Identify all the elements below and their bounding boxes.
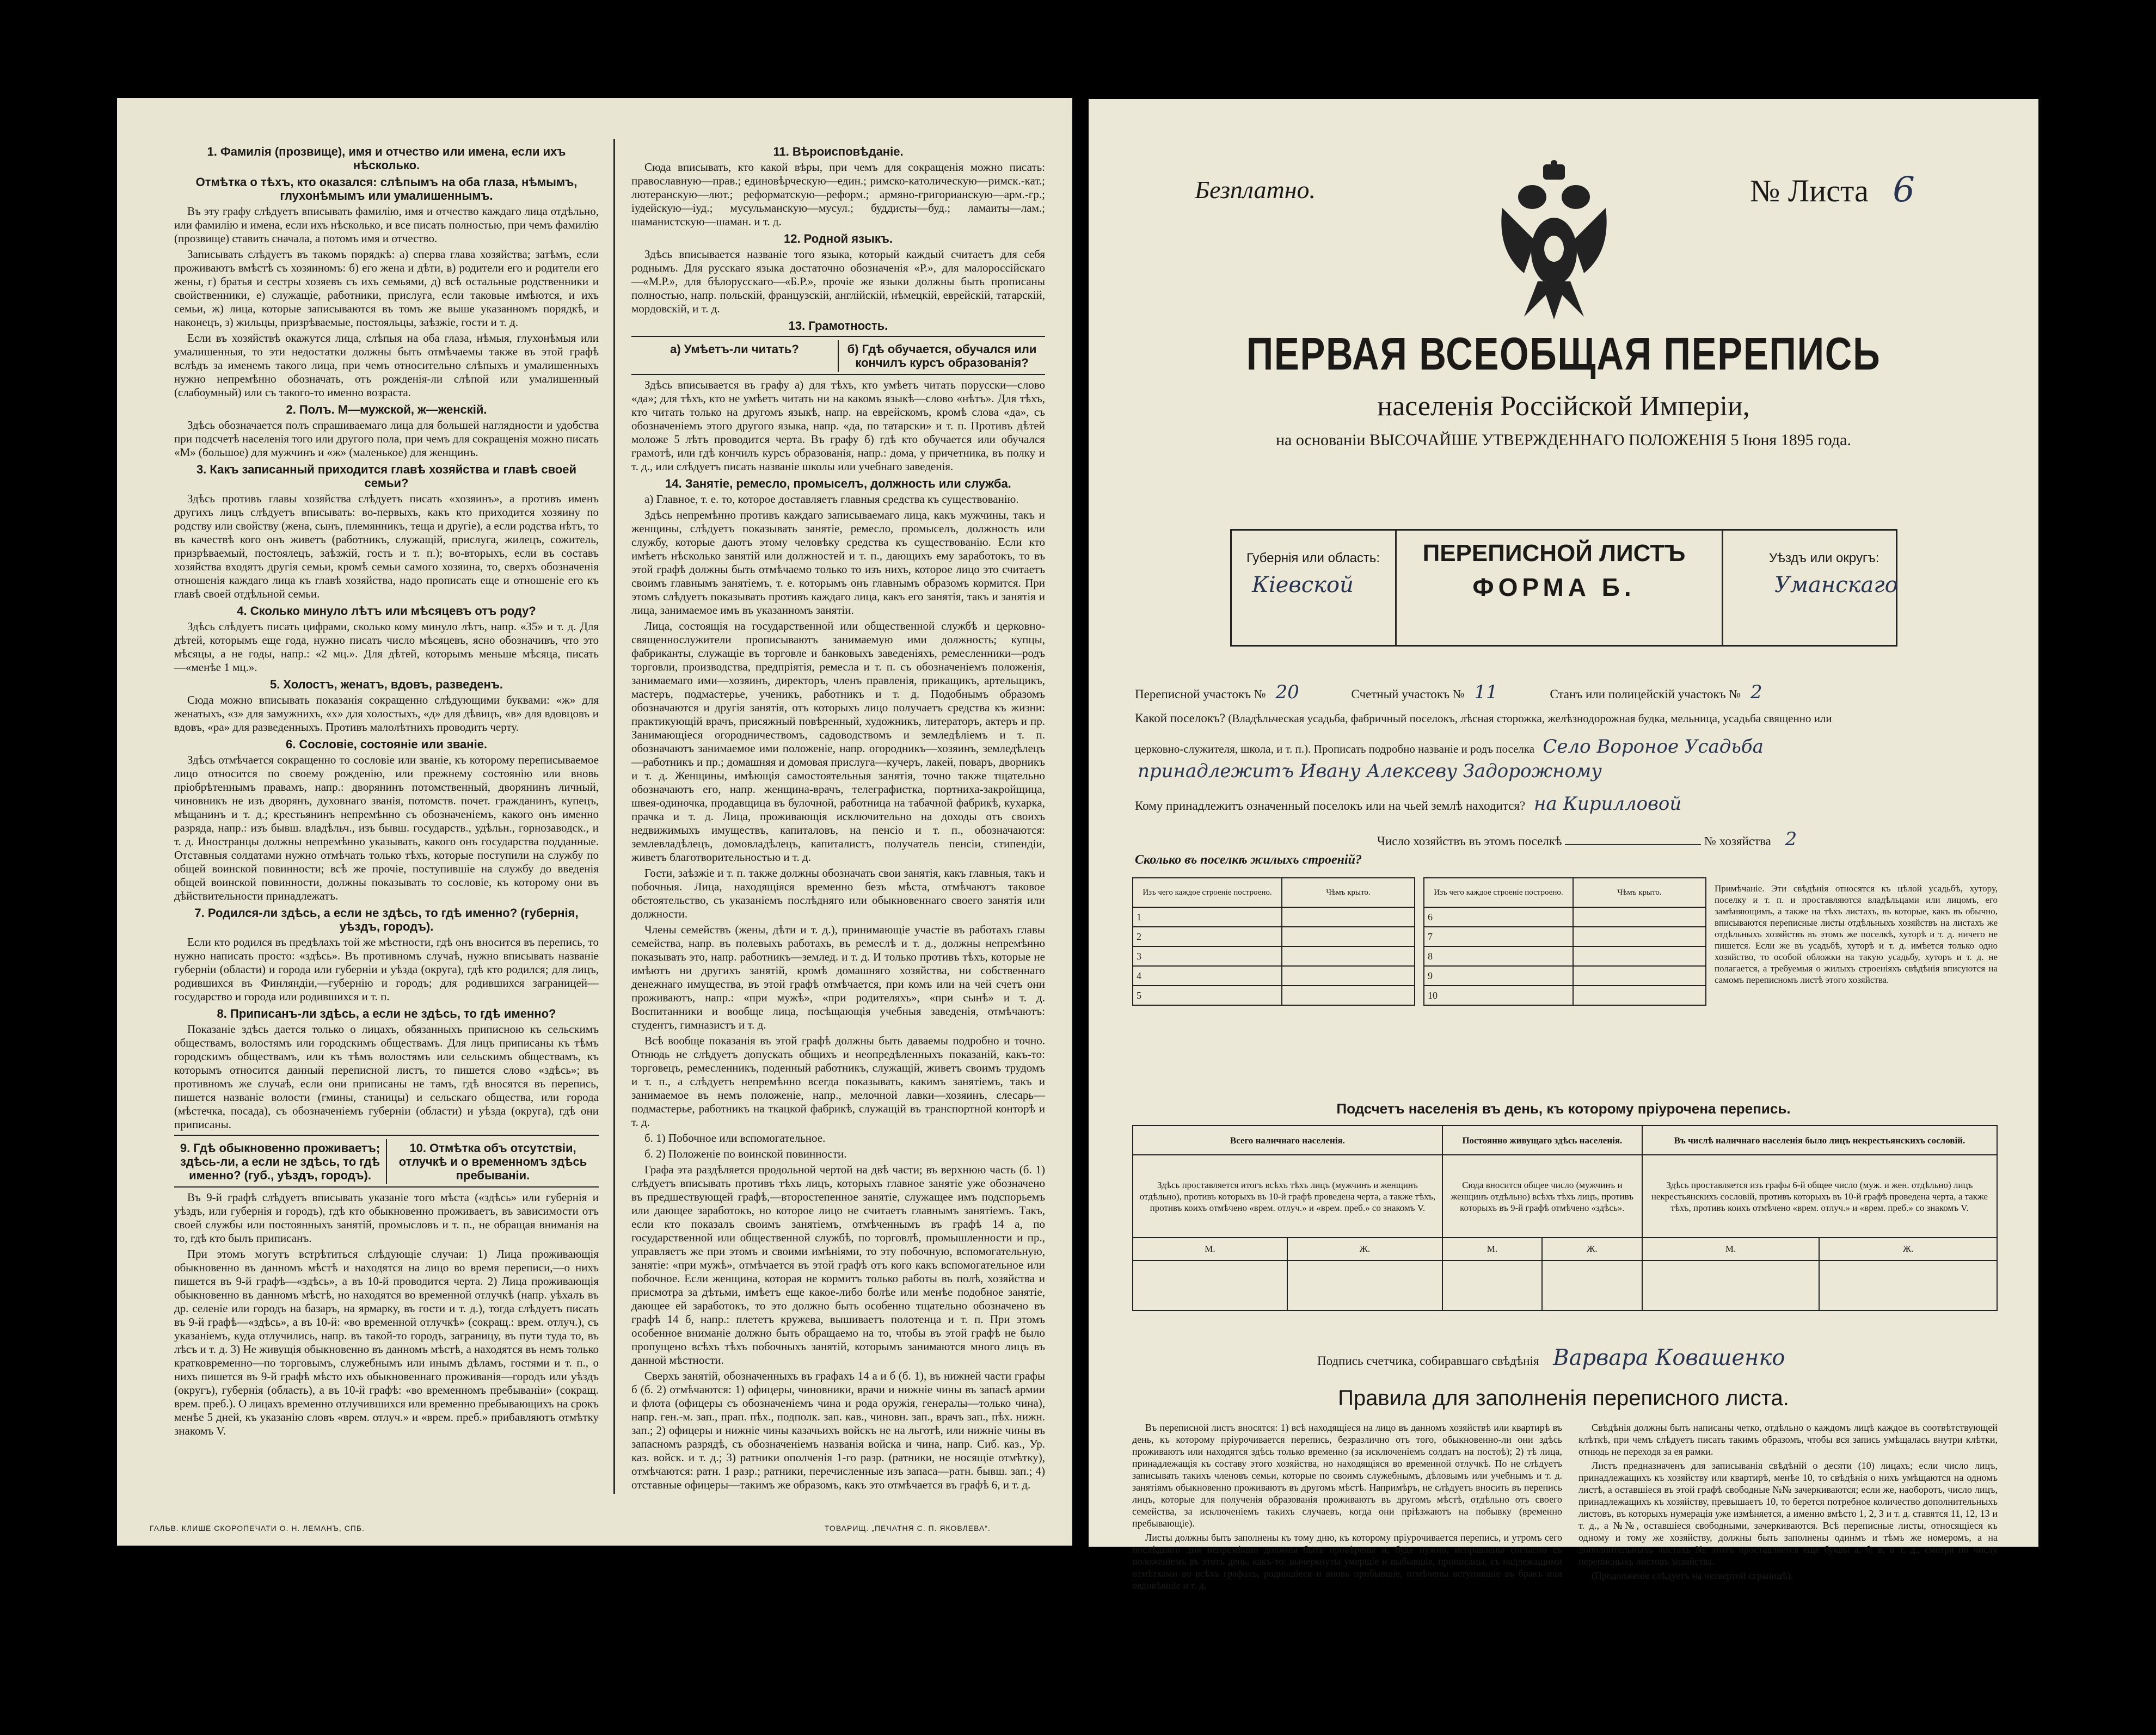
owner-label: Кому принадлежитъ означенный поселокъ или на чьей землѣ находится?	[1135, 799, 1526, 813]
owner-value: на Кирилловой	[1534, 793, 1682, 815]
census-basis: на основаніи ВЫСОЧАЙШЕ УТВЕРЖДЕННАГО ПОЛОЖЕНІЯ 5 Іюня 1895 года.	[1276, 431, 1851, 449]
imperial-eagle-emblem	[1491, 159, 1617, 322]
section-heading: 13. Грамотность.	[788, 319, 888, 333]
bt-header-material: Изъ чего каждое строеніе построено.	[1424, 878, 1573, 907]
ct-female: Ж.	[1542, 1238, 1642, 1260]
printer-credit-left: ГАЛЬВ. КЛИШЕ СКОРОПЕЧАТИ О. Н. ЛЕМАНЪ, СПБ.	[150, 1524, 365, 1533]
signature-value: Варвара Ковашенко	[1553, 1345, 1785, 1370]
buildings-note: Примѣчаніе. Эти свѣдѣнія относятся къ цѣлой усадьбѣ, хутору, поселку и т. п. и проставляются владѣльцами или лицомъ, его замѣняющимъ, а также на тѣхъ листахъ, въ которые, какъ въ обычно, вписываются переписные листы отдѣльныхъ хозяйствъ на листахъ же отдѣльныхъ хозяйствъ въ этомъ же поселкѣ, хуторѣ и т. д. ничего не пишется. Если же въ усадьбѣ, хуторѣ и т. д. имѣется только одно хозяйство, то особой обложки на такую усадьбу, хуторъ и т. д. не полагается, а требуемыя о жилыхъ строеніяхъ свѣдѣнія вписуются на самомъ переписномъ листѣ этого хозяйства.	[1715, 883, 1998, 985]
rules-paragraph: (Продолженіе слѣдуетъ на четвертой страницѣ).	[1592, 1570, 1793, 1581]
settlement-value-2: принадлежитъ Ивану Алексеву Задорожному	[1138, 760, 1602, 782]
census-section-label: Переписной участокъ №	[1135, 687, 1266, 701]
instruction-paragraph: Графа эта раздѣляется продольной чертой на двѣ части; въ верхнюю часть (б. 1) слѣдуетъ вписывать противъ тѣхъ лицъ, которыхъ главное занятіе уже обозначено въ предшествующей графѣ,—второстепенное занятіе, служащее имъ подспорьемъ или дающее заработокъ, но которое лицо не считаетъ главнымъ занятіемъ. Такъ, если кто показалъ своимъ занятіемъ, отмѣченнымъ въ графѣ 14 а, по государственной или общественной службѣ, по торговлѣ, промышленности и пр., управляетъ же при этомъ и своими имѣніями, то эту побочную, вспомогательную, занятіе: «при мужѣ», отмѣчается въ этой графѣ отъ кого какъ вспомогательное или побочное. Если женщина, которая не кормитъ только работы въ полѣ, хозяйства и присмотра за дѣтьми, имѣетъ еще какое-либо болѣе или менѣе подобное занятіе, дающее ей заработокъ, то это должно быть особенно тщательно обозначено въ графѣ 14 б, напр.: плететъ кружева, вышиваетъ полотенца и т. п. При этомъ особенное вниманіе должно быть обращаемо на то, чтобы въ этой графѣ не было пропущено всѣхъ тѣхъ побочныхъ занятій, которымъ занимаются много лицъ въ данной мѣстности.	[631, 1163, 1045, 1367]
section-heading: 2. Полъ. М—мужской, ж—женскій.	[286, 403, 487, 416]
count-section-label: Счетный участокъ №	[1351, 687, 1465, 701]
right-page	[1089, 99, 2038, 1591]
settlement-value: Село Вороное Усадьба	[1543, 736, 1764, 758]
split-heading	[174, 1135, 599, 1188]
households-row	[1377, 828, 2003, 850]
section-heading: 5. Холостъ, женатъ, вдовъ, разведенъ.	[269, 678, 503, 691]
buildings-table-right	[1423, 877, 1706, 1006]
bt-header-roof: Чѣмъ крыто.	[1573, 878, 1706, 907]
instruction-paragraph: Члены семействъ (жены, дѣти и т. д.), принимающіе участіе въ работахъ главы семейства, напр. въ полевыхъ работахъ, въ ремеслѣ и т. д., должны непремѣнно показывать это, напр. работникъ—землед. и т. д. И только противъ тѣхъ, которые не имѣютъ ни другихъ занятій, кромѣ домашняго хозяйства, ни собственнаго денежнаго имущества, въ этой графѣ отмѣчается, при комъ или на чей счетъ они проживаютъ, напр.: «при мужѣ», «при родителяхъ», «при сынѣ» и т. д. Воспитанники и вообще лица, посѣщающія учебныя заведенія, отмѣчаютъ: студентъ, гимназистъ и т. д.	[631, 923, 1045, 1031]
household-no-label: № хозяйства	[1704, 834, 1771, 848]
police-section-label: Станъ или полицейскій участокъ №	[1550, 687, 1741, 701]
rules-right-column	[1578, 1422, 1998, 1584]
rules-paragraph: Листы должны быть заполнены къ тому дню, къ которому пріурочивается перепись, и утромъ сего послѣдняго дня непремѣнно должны быть провѣрены и, буде нужно, исправлены согласно съ положеніемъ въ этотъ день, какъ-то: вычеркнуты умершіе и выбывшіе, приписаны, съ надлежащими отмѣтками во всѣхъ графахъ, родившіеся и вновь прибывшіе, отмѣчены вступившіе въ бракъ или овдовѣвшіе и т. д.	[1132, 1532, 1562, 1591]
buildings-label: Сколько въ поселкѣ жилыхъ строеній?	[1135, 853, 1362, 867]
bt-row-number: 7	[1424, 927, 1573, 946]
settlement-row	[1135, 711, 2006, 725]
households-label: Число хозяйствъ въ этомъ поселкѣ	[1377, 834, 1562, 848]
form-title: ПЕРЕПИСНОЙ ЛИСТЪ	[1422, 540, 1686, 567]
form-subtitle: ФОРМА Б.	[1472, 573, 1636, 601]
instruction-paragraph: Всѣ вообще показанія въ этой графѣ должны быть даваемы подробно и точно. Отнюдь не слѣдуетъ допускать общихъ и неопредѣленныхъ показаній, какъ-то: торговецъ, ремесленникъ, поденный работникъ, служащій, живетъ своимъ трудомъ и т. п., а слѣдуетъ непремѣнно всегда показывать, какимъ занятіемъ, такъ и занимаемое въ немъ положеніе, напр., мелочной лавки—хозяинъ, слесарь—подмастерье, работникъ на ткацкой фабрикѣ, служащій въ транспортной конторѣ и т. д.	[631, 1034, 1045, 1129]
bt-row-number: 3	[1133, 946, 1282, 966]
police-section-value: 2	[1750, 681, 1762, 703]
rules-paragraph: Свѣдѣнія должны быть написаны четко, отдѣльно о каждомъ лицѣ каждое въ соотвѣтствующей клѣткѣ, при чемъ слѣдуетъ писать такимъ образомъ, чтобы вся запись умѣщалась внутри клѣтки, отнюдь не переходя за ея рамки.	[1578, 1422, 1998, 1457]
instruction-paragraph: Здѣсь слѣдуетъ писать цифрами, сколько кому минуло лѣтъ, напр. «35» и т. д. Для дѣтей, которымъ еще года, нужно писать число мѣсяцевъ, ясно обозначивъ, что это мѣсяцы, а не годы, напр.: «2 мц.». Для дѣтей, которымъ меньше мѣсяца, писать—«менѣе 1 мц.».	[174, 620, 599, 674]
settlement-hint: (Владѣльческая усадьба, фабричный поселокъ, лѣсная сторожка, желѣзнодорожная будка, мельница, усадьба священно или	[1228, 712, 1832, 725]
sheet-label: № Листа	[1750, 173, 1869, 208]
ct-header-permanent: Постоянно живущаго здѣсь населенія.	[1442, 1125, 1642, 1155]
instruction-paragraph: б. 2) Положеніе по воинской повинности.	[644, 1147, 847, 1160]
population-count-table	[1132, 1125, 1998, 1311]
section-heading: 12. Родной языкъ.	[783, 232, 893, 245]
count-section-value: 11	[1474, 681, 1498, 703]
count-title: Подсчетъ населенія въ день, къ которому пріурочена перепись.	[1336, 1100, 1791, 1117]
instruction-paragraph: Здѣсь вписывается названіе того языка, который каждый считаетъ для себя роднымъ. Для русскаго языка достаточно обозначенія «Р.», для малороссійскаго—«М.Р.», для бѣлорусскаго—«Б.Р.», прочіе же языки должны быть прописаны полностью, напр. польскій, французскій, англійскій, нѣмецкій, еврейскій, татарскій, мордовскій, и т. д.	[631, 248, 1045, 315]
instruction-paragraph: Лица, состоящія на государственной или общественной службѣ и церковно-священнослужители прописываютъ занимаемую ими должность; купцы, фабриканты, служащіе въ торговле и банковыхъ заведеніяхъ, ремесленники—родъ торговли, производства, предпріятія, ремесла и т. п. съ обозначеніемъ положенія, занимаемаго ими—хозяинъ, директоръ, членъ правленія, прикащикъ, артельщикъ, мастеръ, подмастерье, ученикъ, работникъ и т. д. Подобнымъ образомъ обозначаются и другія занятія, отъ которыхъ лицо получаетъ средства къ жизни: практикующій врачъ, присяжный повѣренный, художникъ, литераторъ, актеръ и пр. Занимающіеся огородничествомъ, садоводствомъ и земледѣліемъ и т. п. обозначаютъ занимаемое ими положеніе, напр. огородникъ—хозяинъ, земледѣлецъ—работникъ и пр.; домашняя и домовая прислуга—кучеръ, лакей, поваръ, дворникъ и т. д. Женщины, имѣющія самостоятельныя занятія, точно также тщательно обозначаютъ его, напр. женщина-врачъ, телеграфистка, портниха-закройщица, швея-одиночка, продавщица въ булочной, работница на табачной фабрикѣ, кухарка, прачка и т. д. Лица, проживающія исключительно на доходы отъ своихъ недвижимыхъ имуществъ, капиталовъ, на пенсіо и т. п., обозначаются: землевладѣлецъ, домовладѣлецъ, капиталистъ, получатель пенсіи, стипендіи, живетъ благотворительностью и т. д.	[631, 619, 1045, 864]
district-value: Уманскаго	[1774, 573, 1898, 598]
bt-row-number: 10	[1424, 986, 1573, 1005]
ct-female: Ж.	[1819, 1238, 1997, 1260]
province-value: Кіевской	[1252, 573, 1354, 598]
ct-header-present: Всего наличнаго населенія.	[1133, 1125, 1442, 1155]
settlement-label: Какой поселокъ?	[1135, 711, 1226, 725]
instruction-paragraph: Если кто родился въ предѣлахъ той же мѣстности, гдѣ онъ вносится въ перепись, то нужно написать просто: «здѣсь». Въ противномъ случаѣ, нужно вписывать названіе губерніи (области) и города или губерніи и уѣзда (округа), гдѣ кто родился; для лицъ, родившихся въ Финляндіи,—губернію и городъ; для родившихся заграницей—государство и города или родившихся и т. п.	[174, 936, 599, 1003]
district-label: Уѣздъ или округъ:	[1769, 551, 1879, 565]
instruction-paragraph: Здѣсь обозначается полъ спрашиваемаго лица для большей наглядности и удобства при подсчетѣ населенія того или другого пола, при чемъ для сокращенія можно писать «М» (большое) для мужчинъ и «ж» (маленькое) для женщинъ.	[174, 419, 599, 459]
rules-left-column	[1132, 1422, 1562, 1594]
bt-row-number: 6	[1424, 907, 1573, 927]
bt-row-number: 2	[1133, 927, 1282, 946]
signature-row	[1317, 1345, 1970, 1370]
ct-desc-present: Здѣсь проставляется итогъ всѣхъ тѣхъ лицъ (мужчинъ и женщинъ отдѣльно), противъ которыхъ въ 10-й графѣ проведена черта, а также тѣхъ, противъ коихъ отмѣчено «врем. отлуч.» и «врем. преб.» со знакомъ V.	[1133, 1155, 1442, 1238]
section-heading: 7. Родился-ли здѣсь, а если не здѣсь, то гдѣ именно? (губернія, уѣздъ, городъ).	[194, 906, 579, 933]
ct-male: М.	[1133, 1238, 1287, 1260]
instruction-paragraph: Здѣсь противъ главы хозяйства слѣдуетъ писать «хозяинъ», а противъ именъ другихъ лицъ слѣдуетъ вписывать: во-первыхъ, какъ кто приходится хозяину по родству или свойству (жена, сынъ, племянникъ, теща и другіе), а если родства нѣтъ, то въ качествѣ кого онъ живетъ (работникъ, служащій, прислуга, жилецъ, сожитель, призрѣваемый, постоялецъ, заѣзжій, гость и т. п.); во-вторыхъ, если въ составъ хозяйства входятъ другія семьи, кромѣ семьи самого хозяина, то, сверхъ обозначенія отношенія каждаго лица къ главѣ хозяйства, надо прописать еще и отношеніе его къ главѣ своей отдѣльной семьи.	[174, 492, 599, 600]
settlement-hint-2: церковно-служителя, школа, и т. п.). Прописать подробно названіе и родъ поселка	[1135, 742, 1535, 755]
bt-row-number: 5	[1133, 986, 1282, 1005]
section-heading: 6. Сословіе, состояніе или званіе.	[285, 737, 488, 751]
instruction-paragraph: а) Главное, т. е. то, которое доставляетъ главныя средства къ существованію.	[644, 493, 1019, 506]
owner-row	[1135, 793, 2006, 815]
split-heading-part: а) Умѣетъ-ли читать?	[631, 340, 839, 372]
section-heading: 1. Фамилія (прозвище), имя и отчество или имена, если ихъ нѣсколько.	[207, 145, 566, 172]
instruction-paragraph: Сверхъ занятій, обозначенныхъ въ графахъ 14 а и б (б. 1), въ нижней части графы б (б. 2) отмѣчаются: 1) офицеры, чиновники, врачи и нижніе чины въ запасѣ армии и флота (офицеры съ обозначеніемъ чина и рода оружія, генералы—только чина), напр. ген.-м. зап., прап. пѣх., подполк. зап. кав., чиновн. зап., врачъ зап., пѣх. нижн. зап.; 2) офицеры и нижніе чины казачьихъ войскъ не на льготѣ, или нижніе чины въ запасномъ разрядѣ, съ обозначеніемъ названія войска и чина, напр. Сиб. каз., Ур. каз. войск. и т. д.; 3) ратники ополченія 1-го разр. (ратники, не носящіе отмѣтку), отмѣчаются: ратн. 1 разр.; ратники, перечисленные изъ запаса—ратн. бывш. зап.; 4) отставные офицеры—такимъ же образомъ, какъ это отмѣчается въ графѣ 6, и т. д.	[631, 1369, 1045, 1491]
instruction-paragraph: Въ 9-й графѣ слѣдуетъ вписывать указаніе того мѣста («здѣсь» или губернія и уѣздъ, или губернія и городъ), гдѣ кто обыкновенно проживаетъ, въ зависимости отъ своей службы или постоянныхъ занятій, промысловъ и т. п., не обращая вниманія на то, гдѣ кто былъ приписанъ.	[174, 1191, 599, 1245]
rules-paragraph: Въ переписной листъ вносятся: 1) всѣ находящіеся на лицо въ данномъ хозяйствѣ или квартирѣ въ день, къ которому пріурочивается перепись, безразлично отъ того, обыкновенно-ли они здѣсь проживаютъ или находятся здѣсь только временно (за исключеніемъ солдатъ на постоѣ); 2) тѣ лица, принадлежащія къ составу этого хозяйства, но находящіяся во временной отлучкѣ. По не слѣдуетъ записывать такихъ членовъ семьи, которые по своимъ служебнымъ, дѣловымъ или учебнымъ и т. д. занятіямъ обыкновенно проживаютъ въ другомъ мѣстѣ. Напримѣръ, не слѣдуетъ вносить въ перепись лицъ, которые для полученія образованія проживаютъ въ другомъ мѣстѣ, отдѣльно отъ своего семейства, за исключеніемъ такихъ случаевъ, когда они пріѣзжаютъ на побывку (временно пребывающіе).	[1132, 1422, 1562, 1529]
instruction-paragraph: Сюда вписывать, кто какой вѣры, при чемъ для сокращенія можно писать: православную—прав.; единовѣрческую—един.; римско-католическую—римск.-кат.; лютеранскую—лют.; реформатскую—реформ.; армяно-григорианскую—арм.-гр.; іудейскую—іуд.; мусульманскую—мусул.; буддисты—буд.; ламаиты—лам.; шаманистскую—шаман. и т. д.	[631, 161, 1045, 228]
bt-row-number: 1	[1133, 907, 1282, 927]
instruction-paragraph: Здѣсь отмѣчается сокращенно то сословіе или званіе, къ которому переписываемое лицо относится по своему рожденію, или прежнему состоянію или вновь пріобрѣтеннымъ правамъ, напр.: дворянинъ потомственный, дворянинъ личный, чиновникъ не изъ дворянъ, духовнаго званія, потомств. почет. гражданинъ, купецъ, мѣщанинъ и т. д.; крестьянинъ непремѣнно съ обозначеніемъ, какого онъ именно разряда, напр.: изъ бывш. владѣльч., изъ бывш. государств., удѣльн., горнозаводск., и т. д. Иностранцы должны непремѣнно указывать, какого онъ государства подданные. Отставныя солдатами нужно отмѣчать только тѣхъ, которые поступили на службу по общей воинской повинности; всѣ же прочіе, поступившіе на службу до введенія общей воинской повинности, должны показывать то сословіе, къ которому они въ дѣйствительности принадлежатъ.	[174, 753, 599, 902]
bt-row-number: 9	[1424, 966, 1573, 986]
instruction-paragraph: Если въ хозяйствѣ окажутся лица, слѣпыя на оба глаза, нѣмыя, глухонѣмыя или умалишенныя, то эти недостатки должны быть отмѣчаемы также въ этой графѣ вслѣдъ за именемъ такого лица, при чемъ относительно слѣпыхъ и умалишенныхъ нужно непремѣнно обозначать, отъ рожденія-ли слѣпой или умалишенный (слабоумный) или съ такого-то именно возраста.	[174, 331, 599, 399]
bt-row-number: 4	[1133, 966, 1282, 986]
left-page	[117, 98, 1072, 1546]
bt-header-material: Изъ чего каждое строеніе построено.	[1133, 878, 1282, 907]
ct-header-non-peasant: Въ числѣ наличнаго населенія было лицъ некрестьянскихъ сословій.	[1642, 1125, 1997, 1155]
column-divider	[613, 139, 615, 1494]
instruction-paragraph: Показаніе здѣсь дается только о лицахъ, обязанныхъ приписною къ сельскимъ обществамъ, волостямъ или городскимъ обществамъ. Для лицъ приписаны къ тѣмъ городскимъ обществамъ, или къ тѣмъ волостямъ или сельскимъ обществамъ, къ которымъ относится данный переписной листъ, то пишется слово «здѣсь»; въ противномъ же случаѣ, если они приписаны не тамъ, гдѣ вносятся въ перепись, пишется названіе волости (гмины, станицы) и сельскаго общества, или города (мѣстечка, посада), съ обозначеніемъ губерніи (области) и уѣзда (округа), гдѣ они приписаны.	[174, 1023, 599, 1131]
signature-label: Подпись счетчика, собиравшаго свѣдѣнія	[1317, 1354, 1539, 1368]
census-section-row	[1135, 681, 2006, 703]
instruction-paragraph: Здѣсь непремѣнно противъ каждаго записываемаго лица, какъ мужчины, такъ и женщины, слѣдуетъ показывать занятіе, ремесло, промыселъ, должность или службу, которые даютъ этому человѣку средства къ существованію. Если кто имѣетъ нѣсколько занятій или должностей и т. п., дающихъ ему заработокъ, то въ этой графѣ должны быть отмѣчаемо только то изъ нихъ, которое лицо это считаетъ своимъ главнымъ занятіемъ, т. е. которымъ онъ главнымъ образомъ кормится. При этомъ слѣдуетъ показывать противъ каждаго лица, какъ его занятія, такъ и занятія и лица, занимаемое имъ въ указанномъ занятіи.	[631, 508, 1045, 617]
instruction-paragraph: Гости, заѣзжіе и т. п. также должны обозначать свои занятія, какъ главныя, такъ и побочныя. Лица, находящіяся временно безъ мѣста, отмѣчаютъ таковое обстоятельство, съ указаніемъ послѣдняго или обыкновеннаго своего занятія или должности.	[631, 866, 1045, 920]
instruction-paragraph: б. 1) Побочное или вспомогательное.	[644, 1131, 826, 1145]
split-heading-part: 9. Гдѣ обыкновенно проживаетъ; здѣсь-ли, а если не здѣсь, то гдѣ именно? (губ., уѣздъ, городъ).	[174, 1139, 387, 1184]
instruction-paragraph: Записывать слѣдуетъ въ такомъ порядкѣ: а) сперва глава хозяйства; затѣмъ, если проживаютъ вмѣстѣ съ хозяиномъ: б) его жена и дѣти, в) родители его и родители его жены, г) братья и сестры хозяевъ съ ихъ семьями, д) всѣ остальные родственники и свойственники, е) служащіе, работники, прислуга, если таковые имѣются, и ихъ семьи, ж) лица, которые записываются въ томъ же выше указанномъ порядкѣ, и наконецъ, з) жильцы, призрѣваемые, постояльцы, заѣзжіе, гости и т. д.	[174, 248, 599, 329]
instruction-paragraph: Сюда можно вписывать показанія сокращенно слѣдующими буквами: «ж» для женатыхъ, «з» для замужнихъ, «х» для холостыхъ, «д» для дѣвицъ, «в» для вдовцовъ и вдовъ, «ра» для разведенныхъ. Противъ малолѣтнихъ проводить черту.	[174, 693, 599, 734]
rules-title: Правила для заполненія переписного листа.	[1338, 1386, 1789, 1410]
settlement-row-2	[1135, 736, 2006, 758]
split-heading-part: 10. Отмѣтка объ отсутствіи, отлучкѣ и о временномъ здѣсь пребываніи.	[398, 1141, 587, 1182]
split-heading	[631, 336, 1045, 375]
section-heading: 4. Сколько минуло лѣтъ или мѣсяцевъ отъ роду?	[237, 604, 536, 618]
census-subtitle: населенія Россійской Имперіи,	[1377, 391, 1750, 422]
section-heading: 8. Приписанъ-ли здѣсь, а если не здѣсь, то гдѣ именно?	[217, 1007, 556, 1020]
ct-female: Ж.	[1287, 1238, 1442, 1260]
section-heading: 11. Вѣроисповѣданіе.	[773, 145, 904, 158]
province-label: Губернія или область:	[1246, 551, 1380, 565]
ct-desc-permanent: Сюда вносится общее число (мужчинъ и женщинъ отдѣльно) всѣхъ тѣхъ лицъ, противъ которыхъ въ 9-й графѣ отмѣчено «здѣсь».	[1442, 1155, 1642, 1238]
section-heading: 14. Занятіе, ремесло, промыселъ, должность или служба.	[665, 477, 1011, 490]
census-section-value: 20	[1275, 681, 1299, 703]
instruction-paragraph: Здѣсь вписывается въ графу а) для тѣхъ, кто умѣетъ читать порусски—слово «да»; для тѣхъ, кто не умѣетъ читать ни на какомъ языкѣ—слово «нѣтъ». Для тѣхъ, кто читать только на другомъ языкѣ, напр. на еврейскомъ, кромѣ слова «да», съ обозначеніемъ этого другого языка, напр. «да, по татарски» и т. п. Противъ дѣтей моложе 5 лѣтъ проводится черта. Въ графу б) гдѣ кто обучается или обучался грамотѣ, или гдѣ кончилъ курсъ образованія, напр.: дома, у причетника, въ полку и т. д., или слѣдуетъ писать названіе школы или учебнаго заведенія.	[631, 378, 1045, 473]
bt-header-roof: Чѣмъ крыто.	[1282, 878, 1415, 907]
sheet-number-handwritten: 6	[1893, 170, 1915, 210]
split-heading-part: б) Гдѣ обучается, обучался или кончилъ курсъ образованія?	[847, 342, 1037, 370]
buildings-table-left	[1132, 877, 1415, 1006]
instruction-paragraph: Въ эту графу слѣдуетъ вписывать фамилію, имя и отчество каждаго лица отдѣльно, или фамилію и имена, если ихъ нѣсколько, и все писать полностью, при чемъ фамилію (прозвище) ставить сначала, а потомъ имя и отчество.	[174, 205, 599, 245]
ct-male: М.	[1442, 1238, 1542, 1260]
census-title: ПЕРВАЯ ВСЕОБЩАЯ ПЕРЕПИСЬ	[1246, 328, 1881, 379]
section-heading: Отмѣтка о тѣхъ, кто оказался: слѣпымъ на оба глаза, нѣмымъ, глухонѣмымъ или умалишеннымъ.	[195, 175, 578, 202]
printer-credit-right: ТОВАРИЩ. „ПЕЧАТНЯ С. П. ЯКОВЛЕВА“.	[825, 1524, 991, 1533]
instruction-paragraph: При этомъ могутъ встрѣтиться слѣдующіе случаи: 1) Лица проживающія обыкновенно въ данномъ мѣстѣ и находятся на лицо во время переписи,—о нихъ пишется въ 9-й графѣ—«здѣсь», а въ 10-й проводится черта. 2) Лица проживающія обыкновенно въ данномъ мѣстѣ, но находятся во временной отлучкѣ (напр. уѣхалъ въ др. селеніе или городъ на базаръ, на ярмарку, въ гости и т. д.), тогда слѣдуетъ писать въ 9-й графѣ—«здѣсь», а въ 10-й: «во временной отлучкѣ» (сокращ.: врем. отлуч.), съ указаніемъ, куда отлучились, напр. въ такой-то городъ, заграницу, въ пути тудa то, въ лѣсъ и т. д. 3) Не живущія обыкновенно въ данномъ мѣстѣ, а находятся въ немъ только кратковременно—по торговымъ, служебнымъ или инымъ дѣламъ, гостями и т. п., о нихъ пишется въ 9-й графѣ мѣсто ихъ обыкновеннаго проживанія—городъ или уѣздъ (округъ), губернія (область), а въ 10-й графѣ: «во временномъ пребываніи» (сокращ. врем. преб.). О лицахъ временно отлучившихся или временно пребывающихъ на срокъ менѣе 5 дней, къ указанію словъ «врем. отлуч.» и «врем. преб.» прибавляютъ отмѣтку знакомъ V.	[174, 1247, 599, 1437]
household-no-value: 2	[1785, 828, 1797, 850]
section-heading: 3. Какъ записанный приходится главѣ хозяйства и главѣ своей семьи?	[196, 463, 577, 490]
instructions-column-2	[631, 141, 1045, 1494]
free-label: Безплатно.	[1195, 176, 1316, 204]
bt-row-number: 8	[1424, 946, 1573, 966]
ct-desc-non-peasant: Здѣсь проставляется изъ графы 6-й общее число (муж. и жен. отдѣльно) лицъ некрестьянскихъ сословій, противъ которыхъ въ 10-й графѣ проведена черта, а также тѣхъ, противъ коихъ отмѣчено «врем. отлуч.» и «врем. преб.» со знакомъ V.	[1642, 1155, 1997, 1238]
ct-male: М.	[1642, 1238, 1820, 1260]
rules-paragraph: Листъ предназначенъ для записыванія свѣдѣній о десяти (10) лицахъ; если число лицъ, принадлежащихъ къ хозяйству или квартирѣ, менѣе 10, то свѣдѣнія о нихъ умѣщаются на одномъ листѣ, а оставшіеся въ этой графѣ свободные №№ зачеркиваются; если же, наоборотъ, число лицъ, принадлежащихъ къ хозяйству, превышаетъ 10, то берется потребное количество дополнительныхъ листовъ, въ которыхъ нумерація уже измѣняется, а именно вмѣсто 1, 2, 3 и т. д. ставятся 11, 12, 13 и т. д., а №№, оставшіеся свободными, зачеркиваются. Всѣ переписные листы, относящіеся къ одному и тому же хозяйству, должны быть заполнены одинмъ и тѣмъ же номеромъ, а на дополнительныхъ листахъ № этотъ проставляется еще буквы а, б, в, и т. д., смотря по числу переписныхъ листовъ хозяйства.	[1578, 1460, 1998, 1567]
instructions-column-1	[174, 141, 599, 1440]
sheet-number-label	[1750, 170, 1915, 210]
